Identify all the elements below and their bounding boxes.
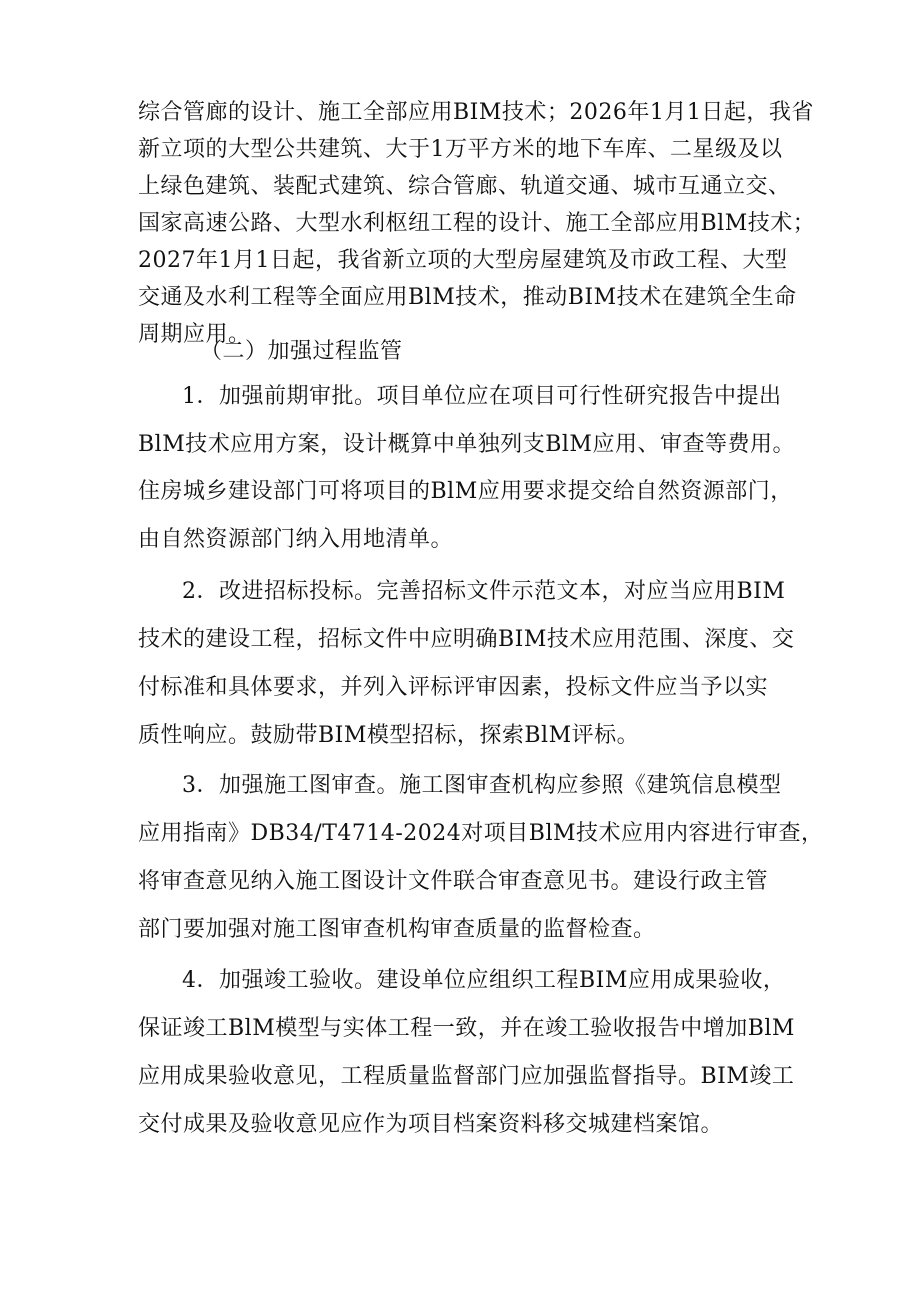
section-heading: （二）加强过程监管 bbox=[200, 339, 403, 364]
item-3-line-3: 将审查意见纳入施工图设计文件联合审查意见书。建设行政主管 bbox=[138, 869, 769, 894]
item-3-line-1: 3．加强施工图审查。施工图审查机构应参照《建筑信息模型 bbox=[182, 773, 782, 798]
item-2-line-4: 质性响应。鼓励带BIM模型招标，探索BlM评标。 bbox=[138, 723, 640, 748]
paragraph-line: 国家高速公路、大型水利枢纽工程的设计、施工全部应用BlM技术； bbox=[138, 211, 816, 236]
paragraph-line: 周期应用。 bbox=[138, 322, 251, 347]
item-2-line-3: 付标准和具体要求，并列入评标评审因素，投标文件应当予以实 bbox=[138, 675, 769, 700]
paragraph-line: 上绿色建筑、装配式建筑、综合管廊、轨道交通、城市互通立交、 bbox=[138, 174, 791, 199]
item-4-line-1: 4．加强竣工验收。建设单位应组织工程BIM应用成果验收， bbox=[182, 968, 786, 993]
paragraph-line: 新立项的大型公共建筑、大于1万平方米的地下车库、二星级及以 bbox=[138, 137, 783, 162]
item-4-line-3: 应用成果验收意见，工程质量监督部门应加强监督指导。BIM竣工 bbox=[138, 1064, 795, 1089]
item-1-line-4: 由自然资源部门纳入用地清单。 bbox=[138, 527, 454, 552]
item-2-line-2: 技术的建设工程，招标文件中应明确BIM技术应用范围、深度、交 bbox=[138, 627, 795, 652]
paragraph-line: 综合管廊的设计、施工全部应用BIM技术；2026年1月1日起，我省 bbox=[138, 100, 814, 125]
item-4-line-4: 交付成果及验收意见应作为项目档案资料移交城建档案馆。 bbox=[138, 1112, 724, 1137]
item-1-line-3: 住房城乡建设部门可将项目的BlM应用要求提交给自然资源部门， bbox=[138, 479, 793, 504]
item-3-line-2: 应用指南》DB34/T4714-2024对项目BlM技术应用内容进行审查， bbox=[138, 821, 824, 846]
paragraph-line: 交通及水利工程等全面应用BlM技术，推动BIM技术在建筑全生命 bbox=[138, 285, 797, 310]
item-4-line-2: 保证竣工BlM模型与实体工程一致，并在竣工验收报告中增加BlM bbox=[138, 1016, 795, 1041]
item-1-line-2: BlM技术应用方案，设计概算中单独列支BlM应用、审查等费用。 bbox=[138, 432, 795, 457]
item-1-line-1: 1．加强前期审批。项目单位应在项目可行性研究报告中提出 bbox=[182, 384, 782, 409]
item-3-line-4: 部门要加强对施工图审查机构审查质量的监督检查。 bbox=[138, 917, 656, 942]
item-2-line-1: 2．改进招标投标。完善招标文件示范文本，对应当应用BIM bbox=[182, 579, 786, 604]
paragraph-line: 2027年1月1日起，我省新立项的大型房屋建筑及市政工程、大型 bbox=[138, 248, 788, 273]
